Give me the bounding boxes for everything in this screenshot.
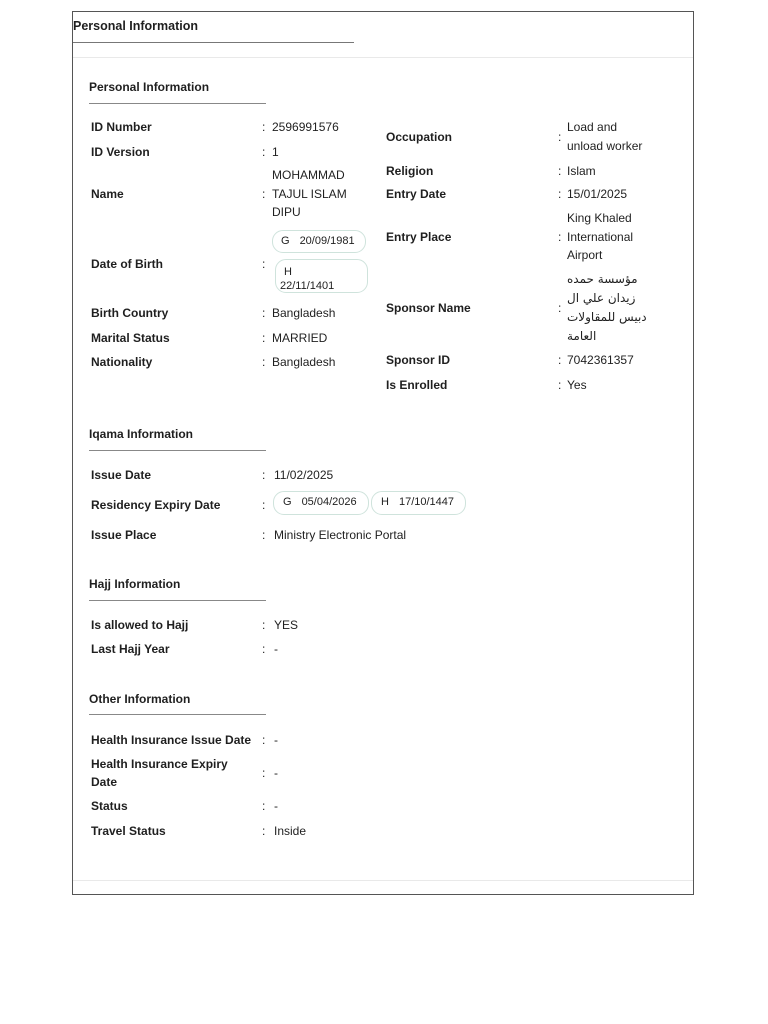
nationality-value: Bangladesh <box>272 355 336 369</box>
colon: : <box>262 120 266 134</box>
entry-place-value: King Khaled International Airport <box>567 211 634 262</box>
hajj-allowed-label: Is allowed to Hajj <box>91 618 189 632</box>
issue-place-label: Issue Place <box>91 528 157 542</box>
colon: : <box>262 799 266 813</box>
is-enrolled-label: Is Enrolled <box>386 378 448 392</box>
name-label: Name <box>91 187 124 201</box>
religion-label: Religion <box>386 164 434 178</box>
colon: : <box>558 230 562 244</box>
section-underline-hajj <box>89 600 266 601</box>
travel-status-value: Inside <box>274 824 307 838</box>
is-enrolled-value: Yes <box>567 378 587 392</box>
sponsor-id-value: 7042361357 <box>567 353 634 367</box>
section-underline-other <box>89 714 266 715</box>
sponsor-name-label: Sponsor Name <box>386 301 471 315</box>
dob-label: Date of Birth <box>91 257 163 271</box>
footer-divider <box>73 880 693 881</box>
section-title-personal: Personal Information <box>89 80 210 94</box>
occupation-value: Load and unload worker <box>567 120 643 153</box>
issue-place-value: Ministry Electronic Portal <box>274 528 407 542</box>
birth-country-label: Birth Country <box>91 306 169 320</box>
residency-expiry-label: Residency Expiry Date <box>91 498 221 512</box>
dob-hijri-badge: H 22/11/1401 <box>275 259 368 293</box>
last-hajj-year-value: - <box>274 642 278 656</box>
colon: : <box>262 766 266 780</box>
colon: : <box>262 824 266 838</box>
entry-date-value: 15/01/2025 <box>567 187 628 201</box>
name-value: MOHAMMAD TAJUL ISLAM DIPU <box>272 168 347 219</box>
colon: : <box>558 164 562 178</box>
expiry-hijri-badge: H 17/10/1447 <box>371 491 466 515</box>
nationality-label: Nationality <box>91 355 153 369</box>
colon: : <box>558 130 562 144</box>
iqama-issue-date-value: 11/02/2025 <box>274 468 334 482</box>
colon: : <box>262 733 266 747</box>
dob-gregorian-badge: G 20/09/1981 <box>272 230 366 253</box>
entry-date-label: Entry Date <box>386 187 447 201</box>
colon: : <box>262 642 266 656</box>
colon: : <box>262 528 266 542</box>
colon: : <box>262 331 266 345</box>
insurance-issue-value: - <box>274 733 278 747</box>
colon: : <box>558 353 562 367</box>
sponsor-id-label: Sponsor ID <box>386 353 451 367</box>
marital-status-label: Marital Status <box>91 331 170 345</box>
status-value: - <box>274 799 278 813</box>
card-title-underline <box>73 42 354 43</box>
marital-status-value: MARRIED <box>272 331 328 345</box>
colon: : <box>558 301 562 315</box>
colon: : <box>262 468 266 482</box>
hajj-allowed-value: YES <box>274 618 299 632</box>
colon: : <box>262 187 266 201</box>
card-title: Personal Information <box>73 19 199 33</box>
colon: : <box>262 355 266 369</box>
travel-status-label: Travel Status <box>91 824 166 838</box>
section-underline-personal <box>89 103 266 104</box>
colon: : <box>558 187 562 201</box>
id-version-label: ID Version <box>91 145 150 159</box>
entry-place-label: Entry Place <box>386 230 452 244</box>
id-number-label: ID Number <box>91 120 152 134</box>
insurance-issue-label: Health Insurance Issue Date <box>91 733 252 747</box>
colon: : <box>262 306 266 320</box>
header-divider <box>73 57 693 58</box>
section-title-iqama: Iqama Information <box>89 427 194 441</box>
colon: : <box>262 618 266 632</box>
insurance-expiry-label: Health Insurance Expiry Date <box>91 757 228 789</box>
personal-info-card <box>72 11 694 895</box>
section-underline-iqama <box>89 450 266 451</box>
id-version-value: 1 <box>272 145 279 159</box>
section-title-hajj: Hajj Information <box>89 577 181 591</box>
sponsor-name-value: مؤسسة حمده زيدان علي ال دبيس للمقاولات العامة <box>567 272 647 343</box>
section-title-other: Other Information <box>89 692 191 706</box>
id-number-value: 2596991576 <box>272 120 339 134</box>
iqama-issue-date-label: Issue Date <box>91 468 152 482</box>
colon: : <box>262 498 266 512</box>
last-hajj-year-label: Last Hajj Year <box>91 642 170 656</box>
insurance-expiry-value: - <box>274 766 278 780</box>
status-label: Status <box>91 799 128 813</box>
expiry-gregorian-badge: G 05/04/2026 <box>273 491 369 515</box>
colon: : <box>558 378 562 392</box>
occupation-label: Occupation <box>386 130 453 144</box>
colon: : <box>262 145 266 159</box>
colon: : <box>262 257 266 271</box>
birth-country-value: Bangladesh <box>272 306 336 320</box>
religion-value: Islam <box>567 164 596 178</box>
